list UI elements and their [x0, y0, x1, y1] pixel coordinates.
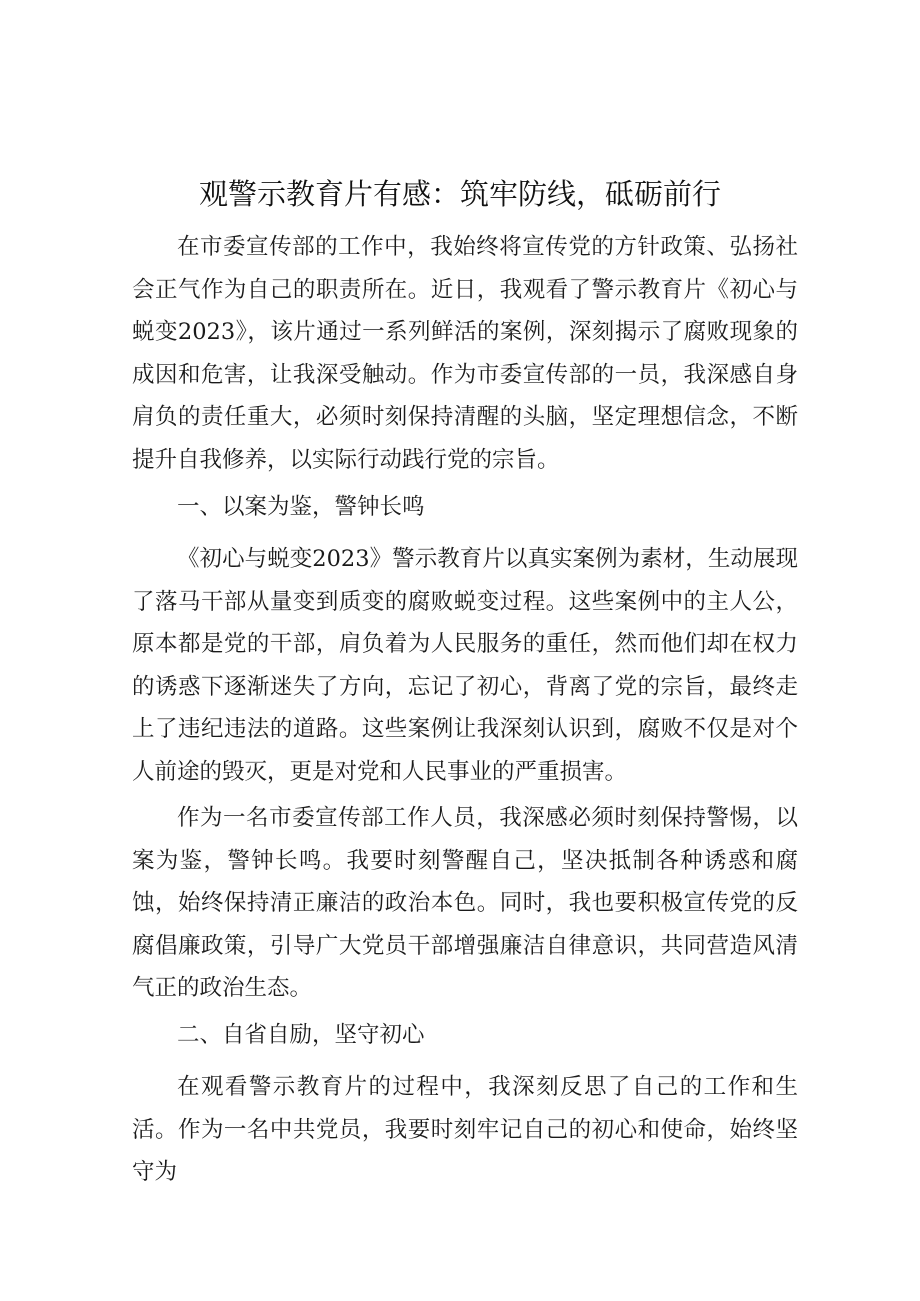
section-2-paragraph-1: 在观看警示教育片的过程中，我深刻反思了自己的工作和生活。作为一名中共党员，我要时刻牢记自己的初心和使命，始终坚守为 [132, 1074, 798, 1185]
section-1-paragraph-2: 作为一名市委宣传部工作人员，我深感必须时刻保持警惕，以案为鉴，警钟长鸣。我要时刻警醒自己，坚决抵制各种诱惑和腐蚀，始终保持清正廉洁的政治本色。同时，我也要积极宣传党的反腐倡廉政策，引导广大党员干部增强廉洁自律意识，共同营造风清气正的政治生态。 [132, 805, 798, 1001]
document-title: 观警示教育片有感：筑牢防线，砥砺前行 [198, 177, 721, 211]
section-1-paragraph-1: 《初心与蜕变2023》警示教育片以真实案例为素材，生动展现了落马干部从量变到质变的腐败蜕变过程。这些案例中的主人公，原本都是党的干部，肩负着为人民服务的重任，然而他们却在权力的诱惑下逐渐迷失了方向，忘记了初心，背离了党的宗旨，最终走上了违纪违法的道路。这些案例让我深刻认识到，腐败不仅是对个人前途的毁灭，更是对党和人民事业的严重损害。 [132, 546, 798, 785]
section-heading-2: 二、自省自励，坚守初心 [177, 1022, 425, 1048]
section-heading-1: 一、以案为鉴，警钟长鸣 [177, 494, 425, 520]
intro-paragraph: 在市委宣传部的工作中，我始终将宣传党的方针政策、弘扬社会正气作为自己的职责所在。近日，我观看了警示教育片《初心与蜕变2023》，该片通过一系列鲜活的案例，深刻揭示了腐败现象的成因和危害，让我深受触动。作为市委宣传部的一员，我深感自身肩负的责任重大，必须时刻保持清醒的头脑，坚定理想信念，不断提升自我修养，以实际行动践行党的宗旨。 [132, 234, 798, 473]
